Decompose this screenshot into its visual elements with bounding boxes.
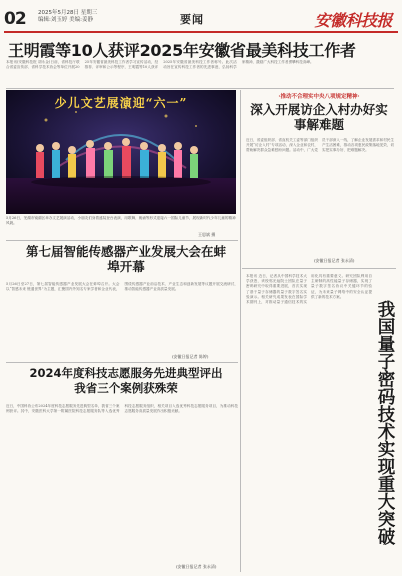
photo-title: 少儿文艺展演迎“六一” — [54, 96, 188, 110]
right-article-body: 近日，省委组织部、省直机关工委等部门组织开展“访企入村”专项活动，深入企业和农村，帮助解决群众急难愁盼问题。活动中，广大党员干部深入一线，了解企业发展需求和村民生产生活困难，推动各项惠民政策落地见效，切实把实事办好、把难题解决。 — [246, 138, 394, 153]
divider-lower — [6, 362, 238, 363]
sensor-article-credit: (安徽日报记者 陈婷) — [172, 354, 209, 359]
header-rule — [4, 31, 398, 33]
editor-text: 编辑:刘玉婷 美编:姜静 — [38, 17, 93, 23]
date-text: 2025年5月28日 星期三 — [38, 10, 98, 16]
medical-article-body: 近日，中国科协公布2024年度科技志愿服务先进典型名单，我省三个案例获评。其中，安徽医科大学第一附属医院科技志愿服务队等入选优秀科技志愿服务组织，相关项目入选优秀科技志愿服务项目，为推动科技志愿服务高质量发展作出积极贡献。 — [6, 404, 238, 414]
right-kicker: ·推动不合理实中央八项规定精神· — [278, 94, 360, 100]
sensor-article-body: 5月26日至27日，第七届智能传感器产业发展大会在蚌埠召开。大会以“智感未来 链通世界”为主题，汇聚国内外知名专家学者和企业代表，围绕传感器产业前沿技术、产业生态和创新发展等议题开展交流研讨，推动智能传感器产业高质量发展。 — [6, 282, 238, 292]
masthead-logo: 安徽科技报 — [314, 11, 392, 30]
right-article-credit: (安徽日报记者 张永清) — [314, 258, 355, 263]
lead-article-body: 本报讯(安徽科技报 胡永金)日前，省科技厅联合省委宣传部、省科学技术协会等单位开展2025年安徽省最美科技工作者学习宣传活动，经推荐、评审和公示等程序，王明霞等10人获评2025年安徽省最美科技工作者称号。此次活动旨在宣传科技工作者的先进事迹，弘扬科学家精神，激励广大科技工作者勇攀科技高峰。 — [6, 60, 314, 70]
divider-mid — [6, 240, 238, 241]
quantum-headline: 我国量子密码技术实现重大突破 — [375, 300, 395, 545]
main-headline: 王明霞等10人获评2025年安徽省最美科技工作者 — [8, 41, 356, 60]
divider-right — [240, 90, 241, 266]
section-title: 要闻 — [180, 13, 204, 26]
medical-article-credit: (安徽日报记者 张永清) — [176, 564, 217, 569]
date-line — [38, 10, 97, 24]
news-photo — [6, 90, 236, 214]
quantum-article-body: 本报讯 近日，记者从中国科学技术大学获悉，该校郭光灿院士团队在量子密码研究中取得重要进展，首次实现了基于量子存储器的量子数字签名实验演示。相关研究成果发表在国际学术期刊上，对推动量子通信技术的实用化具有重要意义。研究团队利用自主研制的高性能量子存储器，实现了量子数字签名协议中关键环节的验证，为未来量子网络中的安全认证提供了新的技术方案。 — [246, 274, 372, 305]
sensor-headline: 第七届智能传感器产业发展大会在蚌埠开幕 — [25, 244, 226, 274]
divider-right-lower — [240, 266, 241, 572]
divider-top — [6, 88, 394, 89]
divider-right-top — [242, 268, 396, 269]
photo-credit: 王思斌 摄 — [198, 232, 216, 237]
right-headline: 深入开展访企入村办好实事解难题 — [250, 102, 388, 132]
photo-caption: 5月26日，芜湖市镜湖区举办文艺展演活动，小朋友们身着盛装登台表演，用歌舞、朗诵等形式迎接六一国际儿童节，展现新时代少年儿童的精神风貌。 — [6, 216, 236, 225]
page-header — [0, 0, 402, 34]
medical-headline: 2024年度科技志愿服务先进典型评出 我省三个案例获殊荣 — [29, 366, 223, 395]
page-number: 02 — [4, 9, 26, 29]
